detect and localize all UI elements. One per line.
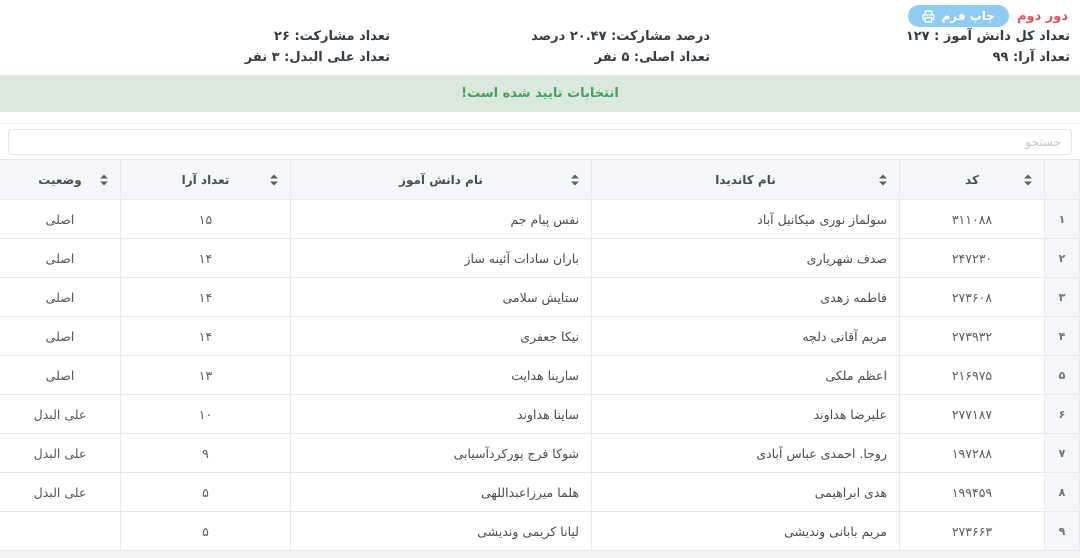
row-number: ۷ bbox=[1045, 434, 1080, 473]
cell-candidate: مریم آقانی دلچه bbox=[592, 317, 900, 356]
stat-total-votes: تعداد آرا: ۹۹ bbox=[992, 50, 1070, 65]
sort-icon bbox=[100, 174, 108, 185]
table-row bbox=[0, 512, 1080, 551]
row-number: ۳ bbox=[1045, 278, 1080, 317]
cell-votes: ۹ bbox=[121, 434, 291, 473]
cell-status: اصلی bbox=[0, 317, 121, 356]
action-row bbox=[0, 0, 1080, 27]
results-table bbox=[0, 159, 1080, 551]
cell-candidate: روجا. احمدی عباس آبادی bbox=[592, 434, 900, 473]
row-number: ۹ bbox=[1045, 512, 1080, 551]
cell-status: علی البدل bbox=[0, 434, 121, 473]
cell-candidate: فاطمه زهدی bbox=[592, 278, 900, 317]
cell-status: اصلی bbox=[0, 200, 121, 239]
print-form-button[interactable] bbox=[908, 5, 1009, 27]
row-number: ۵ bbox=[1045, 356, 1080, 395]
cell-status: اصلی bbox=[0, 278, 121, 317]
cell-code: ۲۱۶۹۷۵ bbox=[900, 356, 1045, 395]
topbar bbox=[0, 0, 1080, 75]
cell-code: ۲۷۷۱۸۷ bbox=[900, 395, 1045, 434]
cell-code: ۲۷۳۶۰۸ bbox=[900, 278, 1045, 317]
row-number: ۴ bbox=[1045, 317, 1080, 356]
table-row bbox=[0, 356, 1080, 395]
confirmation-banner-text: انتخابات تایید شده است! bbox=[461, 86, 619, 101]
cell-status: اصلی bbox=[0, 356, 121, 395]
cell-votes: ۱۵ bbox=[121, 200, 291, 239]
print-button-label: چاپ فرم bbox=[941, 9, 995, 23]
cell-votes: ۱۴ bbox=[121, 278, 291, 317]
page-bottom-strip bbox=[0, 551, 1080, 558]
row-number: ۸ bbox=[1045, 473, 1080, 512]
cell-candidate: اعظم ملکی bbox=[592, 356, 900, 395]
row-number: ۲ bbox=[1045, 239, 1080, 278]
table-row bbox=[0, 278, 1080, 317]
cell-candidate: علیرضا هداوند bbox=[592, 395, 900, 434]
cell-code: ۲۷۳۶۶۳ bbox=[900, 512, 1045, 551]
table-row bbox=[0, 317, 1080, 356]
cell-candidate: هدی ابراهیمی bbox=[592, 473, 900, 512]
header-votes[interactable]: تعداد آرا bbox=[121, 160, 291, 200]
header-code[interactable]: کد bbox=[900, 160, 1045, 200]
header-row-number bbox=[1045, 160, 1080, 200]
cell-votes: ۱۴ bbox=[121, 317, 291, 356]
cell-candidate: مریم بابانی وندیشی bbox=[592, 512, 900, 551]
row-number: ۶ bbox=[1045, 395, 1080, 434]
cell-student: شوکا فرج پورکردآسیابی bbox=[291, 434, 592, 473]
cell-candidate: صدف شهریاری bbox=[592, 239, 900, 278]
cell-votes: ۱۰ bbox=[121, 395, 291, 434]
table-row bbox=[0, 434, 1080, 473]
stat-total-students: تعداد کل دانش آموز : ۱۲۷ bbox=[905, 29, 1070, 44]
sort-icon bbox=[879, 174, 887, 185]
cell-code: ۳۱۱۰۸۸ bbox=[900, 200, 1045, 239]
table-header-row bbox=[0, 160, 1080, 200]
round-badge: دور دوم bbox=[1016, 8, 1068, 24]
cell-student: ساینا هداوند bbox=[291, 395, 592, 434]
header-status[interactable]: وضعیت bbox=[0, 160, 121, 200]
printer-icon bbox=[922, 10, 935, 23]
cell-student: نفس پیام جم bbox=[291, 200, 592, 239]
sort-icon bbox=[270, 174, 278, 185]
stats-group-totals bbox=[906, 26, 1070, 68]
table-row bbox=[0, 473, 1080, 512]
search-input[interactable] bbox=[8, 129, 1072, 155]
stats-group-participation-percent bbox=[531, 26, 710, 68]
cell-code: ۲۷۳۹۳۲ bbox=[900, 317, 1045, 356]
cell-code: ۱۹۷۲۸۸ bbox=[900, 434, 1045, 473]
cell-votes: ۱۳ bbox=[121, 356, 291, 395]
cell-code: ۱۹۹۴۵۹ bbox=[900, 473, 1045, 512]
table-row bbox=[0, 200, 1080, 239]
stat-alternate-count: تعداد علی البدل: ۳ نفر bbox=[244, 50, 390, 65]
results-card bbox=[0, 123, 1080, 551]
cell-code: ۲۴۷۲۳۰ bbox=[900, 239, 1045, 278]
cell-candidate: سولماز نوری میکانیل آباد bbox=[592, 200, 900, 239]
confirmation-banner bbox=[0, 75, 1080, 112]
cell-status: اصلی bbox=[0, 239, 121, 278]
cell-student: ستایش سلامی bbox=[291, 278, 592, 317]
row-number: ۱ bbox=[1045, 200, 1080, 239]
cell-votes: ۵ bbox=[121, 473, 291, 512]
cell-status: علی البدل bbox=[0, 395, 121, 434]
cell-student: لیانا کریمی وندیشی bbox=[291, 512, 592, 551]
cell-student: سارینا هدایت bbox=[291, 356, 592, 395]
stat-participation-count: تعداد مشارکت: ۲۶ bbox=[274, 29, 390, 44]
sort-icon bbox=[571, 174, 579, 185]
cell-student: نیکا جعفری bbox=[291, 317, 592, 356]
cell-votes: ۱۴ bbox=[121, 239, 291, 278]
stat-participation-percent: درصد مشارکت: ۲۰.۴۷ درصد bbox=[531, 29, 710, 44]
table-row bbox=[0, 395, 1080, 434]
header-candidate-name[interactable]: نام کاندیدا bbox=[592, 160, 900, 200]
header-student-name[interactable]: نام دانش آموز bbox=[291, 160, 592, 200]
cell-status: علی البدل bbox=[0, 473, 121, 512]
cell-status bbox=[0, 512, 121, 551]
stat-main-count: تعداد اصلی: ۵ نفر bbox=[594, 50, 710, 65]
sort-icon bbox=[1024, 174, 1032, 185]
cell-votes: ۵ bbox=[121, 512, 291, 551]
stats-group-participation-count bbox=[245, 26, 390, 68]
cell-student: هلما میرزاعبداللهی bbox=[291, 473, 592, 512]
table-row bbox=[0, 239, 1080, 278]
cell-student: باران سادات آئینه ساز bbox=[291, 239, 592, 278]
